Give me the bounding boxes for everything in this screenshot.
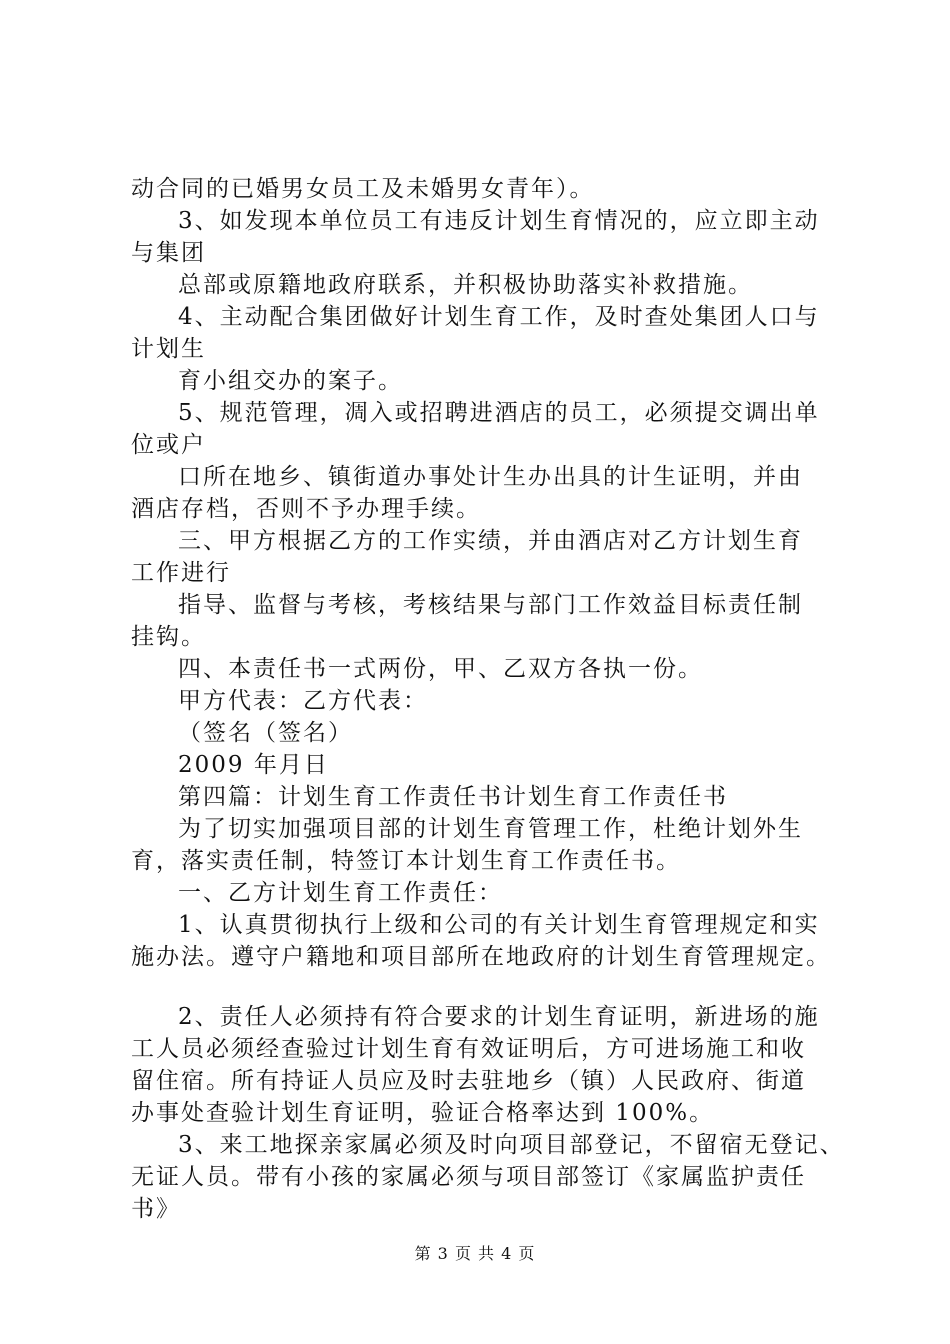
text-line: 酒店存档，否则不予办理手续。 bbox=[131, 496, 481, 522]
text-line: 办事处查验计划生育证明，验证合格率达到 100%。 bbox=[131, 1100, 715, 1126]
text-line: 5、规范管理，凋入或招聘进酒店的员工，必须提交调出单 bbox=[178, 400, 820, 426]
text-line: 2、责任人必须持有符合要求的计划生育证明，新进场的施 bbox=[178, 1004, 820, 1030]
text-line: 育，落实责任制，特签订本计划生育工作责任书。 bbox=[131, 848, 681, 874]
text-line: 2009 年月日 bbox=[178, 752, 329, 778]
document-body bbox=[131, 173, 845, 1225]
page-footer: 第 3 页 共 4 页 bbox=[414, 1244, 536, 1263]
text-line: 施办法。遵守户籍地和项目部所在地政府的计划生育管理规定。 bbox=[131, 944, 831, 970]
text-line: 工人员必须经查验过计划生育有效证明后，方可进场施工和收 bbox=[131, 1036, 806, 1062]
text-line: （签名（签名） bbox=[178, 720, 353, 746]
text-line: 1、认真贯彻执行上级和公司的有关计划生育管理规定和实 bbox=[178, 912, 820, 938]
text-line: 四、本责任书一式两份，甲、乙双方各执一份。 bbox=[178, 656, 703, 682]
text-line: 甲方代表：乙方代表： bbox=[178, 688, 428, 714]
text-line: 为了切实加强项目部的计划生育管理工作，杜绝计划外生 bbox=[178, 816, 803, 842]
text-line: 育小组交办的案子。 bbox=[178, 368, 403, 394]
paragraph-gap bbox=[131, 973, 831, 1001]
text-line: 3、来工地探亲家属必须及时向项目部登记，不留宿无登记、 bbox=[178, 1132, 845, 1158]
text-line: 4、主动配合集团做好计划生育工作，及时查处集团人口与 bbox=[178, 304, 820, 330]
text-line: 指导、监督与考核，考核结果与部门工作效益目标责任制 bbox=[178, 592, 803, 618]
text-line: 总部或原籍地政府联系，并积极协助落实补救措施。 bbox=[178, 272, 753, 298]
text-line: 挂钩。 bbox=[131, 624, 206, 650]
text-line: 第四篇：计划生育工作责任书计划生育工作责任书 bbox=[178, 784, 728, 810]
text-line: 留住宿。所有持证人员应及时去驻地乡（镇）人民政府、街道 bbox=[131, 1068, 806, 1094]
text-line: 与集团 bbox=[131, 240, 206, 266]
text-line: 书》 bbox=[131, 1196, 181, 1222]
text-line: 无证人员。带有小孩的家属必须与项目部签订《家属监护责任 bbox=[131, 1164, 806, 1190]
text-line: 三、甲方根据乙方的工作实绩，并由酒店对乙方计划生育 bbox=[178, 528, 803, 554]
text-line: 工作进行 bbox=[131, 560, 231, 586]
text-line: 口所在地乡、镇街道办事处计生办出具的计生证明，并由 bbox=[178, 464, 803, 490]
text-line: 动合同的已婚男女员工及未婚男女青年）。 bbox=[131, 176, 595, 202]
text-line: 3、如发现本单位员工有违反计划生育情况的，应立即主动 bbox=[178, 208, 820, 234]
text-line: 位或户 bbox=[131, 432, 206, 458]
text-line: 一、乙方计划生育工作责任： bbox=[178, 880, 503, 906]
text-line: 计划生 bbox=[131, 336, 206, 362]
